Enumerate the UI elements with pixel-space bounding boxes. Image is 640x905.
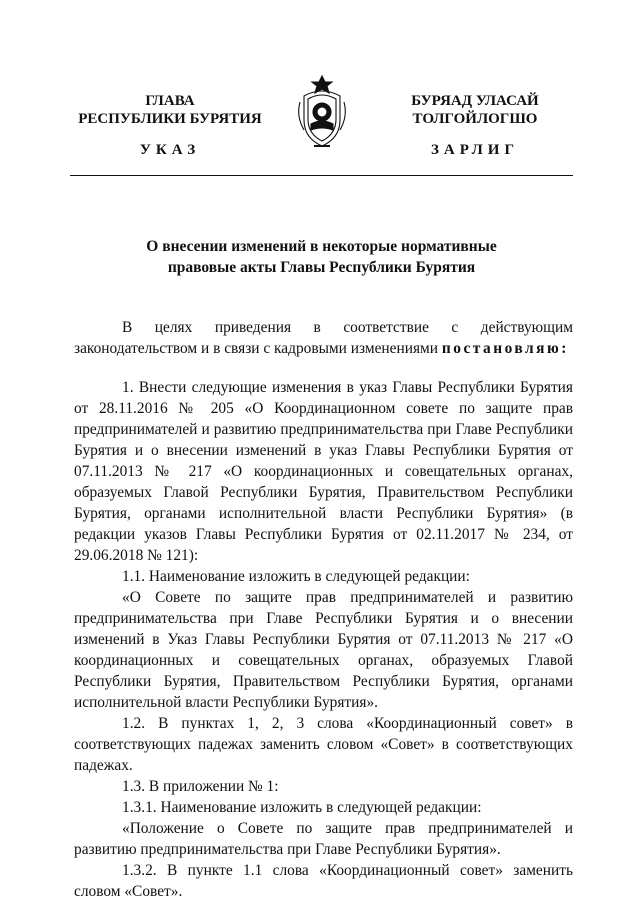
paragraph-1-3: 1.3. В приложении № 1: [122,778,279,795]
preamble-text: В целях приведения в соответствие с действующим законодательством и в связи с кадровыми изменениями [74,319,573,357]
header-divider [70,175,573,176]
issuer-buryat [380,92,570,128]
document-title [70,236,573,278]
issuer-russian [70,92,270,128]
preamble-paragraph [74,317,573,359]
paragraph-1-3-1-quote: «Положение о Совете по защите прав предпринимателей и развитию предпринимательства при Главе Республики Бурятия». [74,820,573,858]
decree-label-buryat: ЗАРЛИГ [430,142,520,158]
title-line2: правовые акты Главы Республики Бурятия [167,259,476,276]
issuer-russian-line2: РЕСПУБЛИКИ БУРЯТИЯ [78,111,262,127]
document-body [74,317,573,902]
decree-label-russian: УКАЗ [139,142,201,158]
paragraph-1: 1. Внести следующие изменения в указ Главы Республики Бурятия от 28.11.2016 № 205 «О Координационном совете по защите прав предпринимателей и развитию предпринимательства при Главе Республики Бурятия и о внесении изменений в указ Главы Республики Бурятия от 07.11.2013 № 217 «О координационных и совещательных органах, образуемых Главой Республики Бурятия, Правительством Республики Бурятия, органами исполнительной власти Республики Бурятия» (в редакции указов Главы Республики Бурятия от 02.11.2017 № 234, от 29.06.2018 № 121): [74,379,573,564]
spacer [74,359,573,377]
paragraph-1-1: 1.1. Наименование изложить в следующей редакции: [122,568,470,585]
issuer-buryat-line1: БУРЯАД УЛАСАЙ [411,93,539,109]
title-line1: О внесении изменений в некоторые нормативные [146,238,497,255]
paragraph-1-2: 1.2. В пунктах 1, 2, 3 слова «Координационный совет» в соответствующих падежах заменить словом «Совет» в соответствующих падежах. [74,715,573,774]
issuer-buryat-line2: ТОЛГОЙЛОГШО [412,111,538,127]
paragraph-1-3-2: 1.3.2. В пункте 1.1 слова «Координационный совет» заменить словом «Совет». [74,862,573,900]
document-header [0,0,640,175]
issuer-russian-line1: ГЛАВА [145,93,195,109]
paragraph-1-1-quote: «О Совете по защите прав предпринимателей и развитию предпринимательства при Главе Республики Бурятия и о внесении изменений в Указ Главы Республики Бурятия от 07.11.2013 № 217 «О координационных и совещательных органах, образуемых Главой Республики Бурятия, Правительством Республики Бурятия, органами исполнительной власти Республики Бурятия». [74,589,573,711]
coat-of-arms-icon [294,72,350,152]
preamble-keyword: постановляю: [441,340,569,357]
paragraph-1-3-1: 1.3.1. Наименование изложить в следующей редакции: [122,799,482,816]
